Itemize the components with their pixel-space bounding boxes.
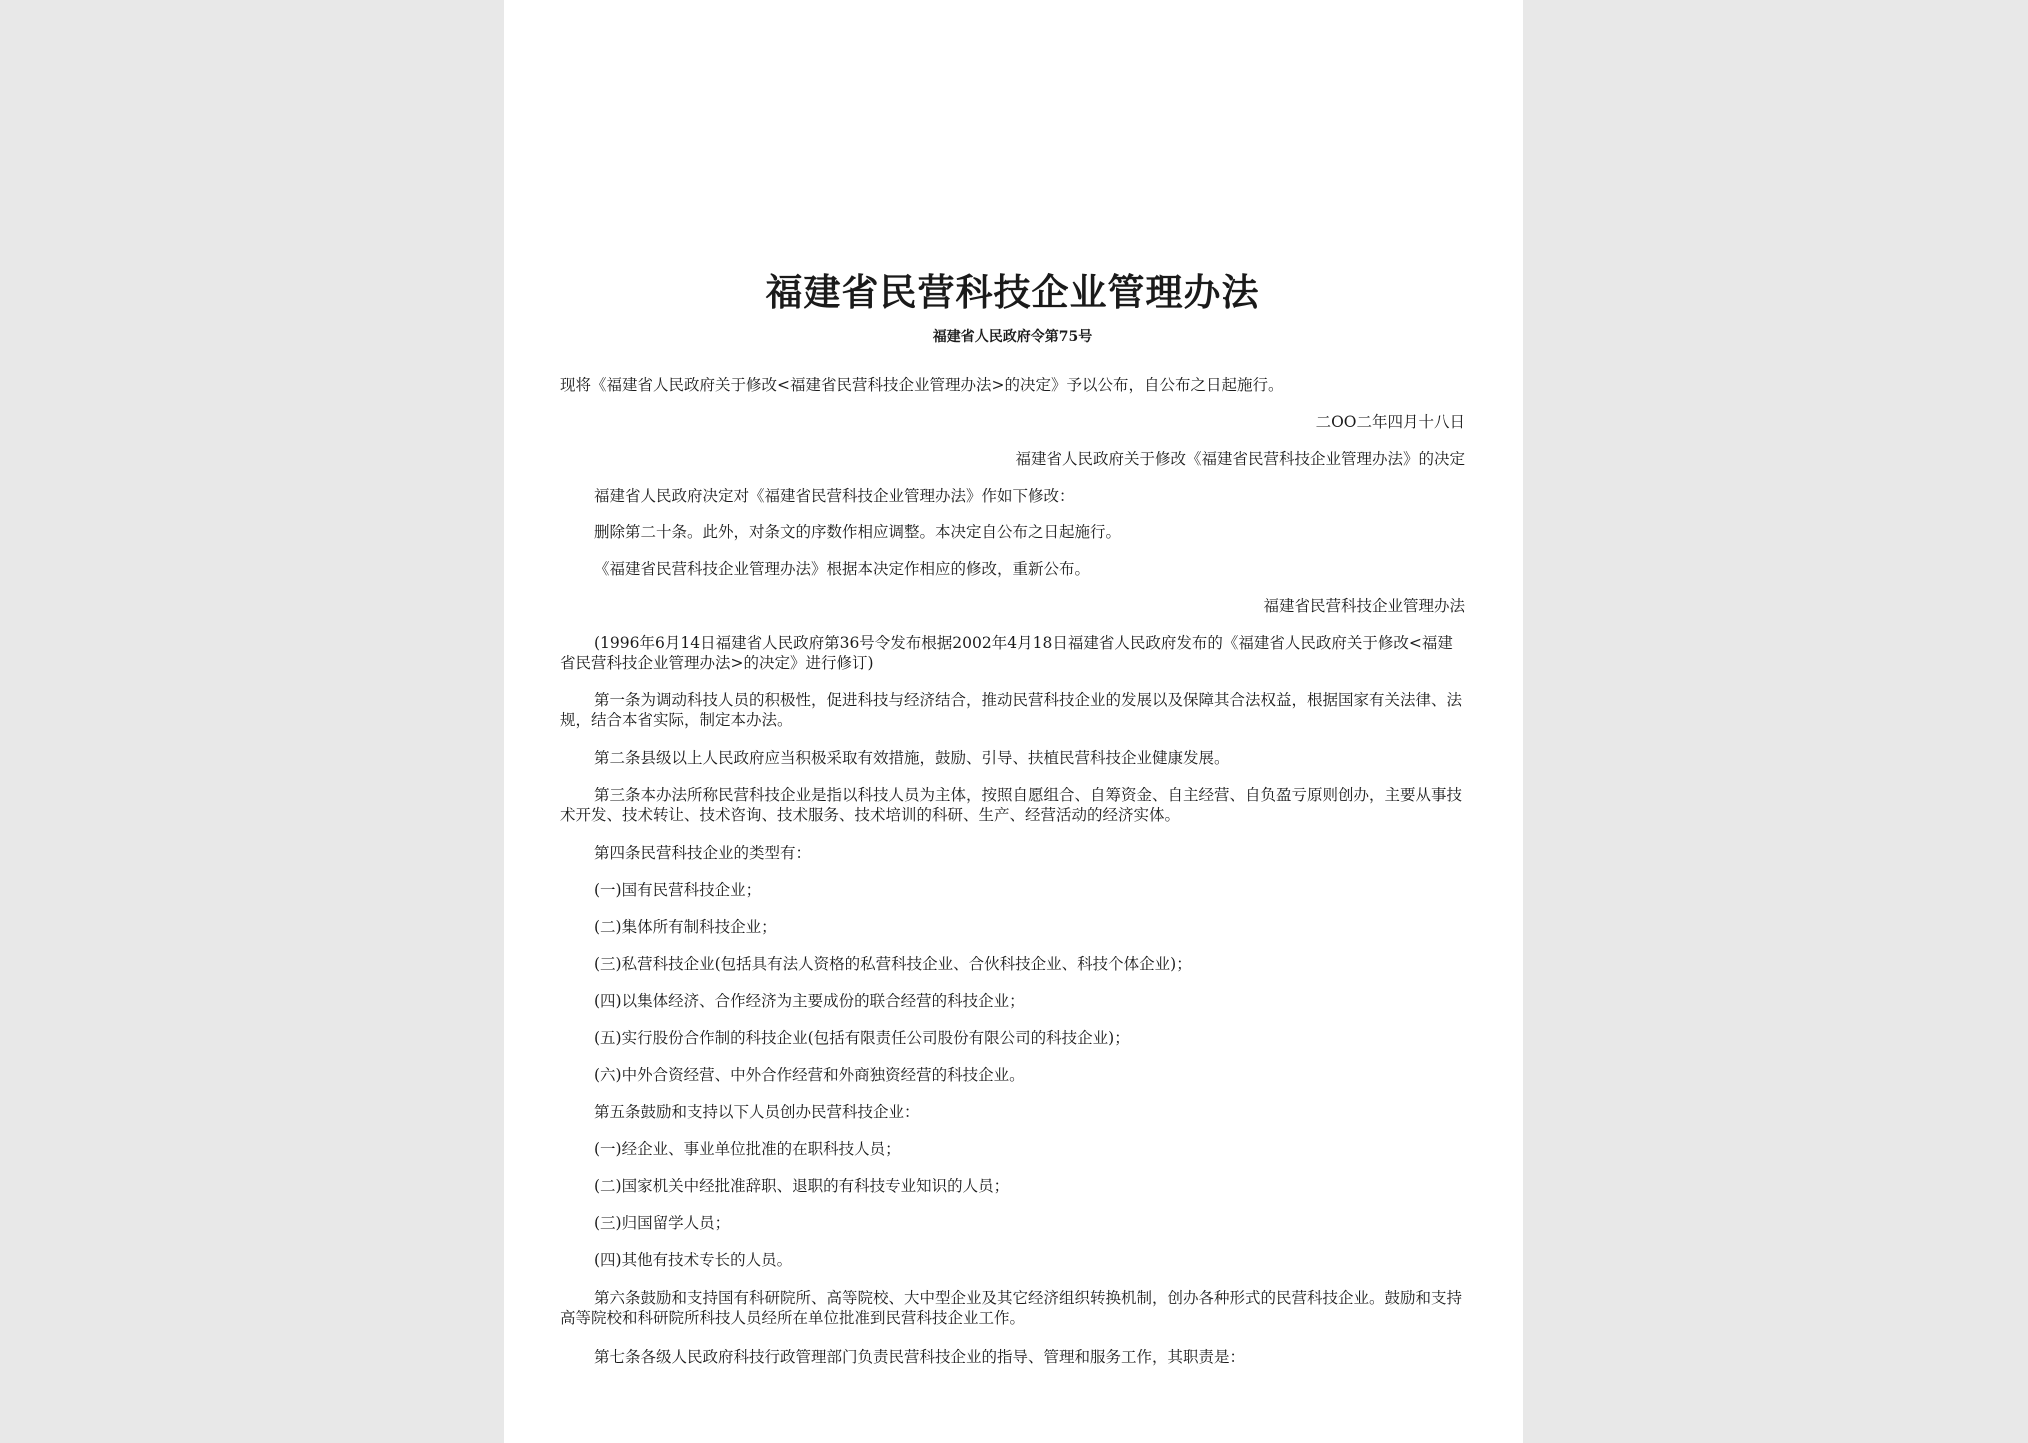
paragraph: 福建省人民政府决定对《福建省民营科技企业管理办法》作如下修改： (594, 487, 1075, 505)
article: 第四条民营科技企业的类型有： (594, 844, 812, 862)
list-item: (四)以集体经济、合作经济为主要成份的联合经营的科技企业； (594, 992, 1025, 1010)
paragraph: 现将《福建省人民政府关于修改<福建省民营科技企业管理办法>的决定》予以公布，自公布之日起施行。 (560, 376, 1284, 394)
list-item: (三)私营科技企业(包括具有法人资格的私营科技企业、合伙科技企业、科技个体企业)； (594, 955, 1192, 973)
decision-title: 福建省人民政府关于修改《福建省民营科技企业管理办法》的决定 (1015, 450, 1465, 468)
list-item: (二)集体所有制科技企业； (594, 918, 777, 936)
paragraph: (1996年6月14日福建省人民政府第36号令发布根据2002年4月18日福建省人民政府发布的《福建省人民政府关于修改<福建省民营科技企业管理办法>的决定》进行修订) (560, 634, 1453, 672)
paragraph: 删除第二十条。此外，对条文的序数作相应调整。本决定自公布之日起施行。 (594, 523, 1122, 541)
document-subtitle: 福建省人民政府令第75号 (932, 329, 1093, 345)
list-item: (二)国家机关中经批准辞职、退职的有科技专业知识的人员； (594, 1177, 1010, 1195)
section-heading: 福建省民营科技企业管理办法 (1263, 597, 1465, 615)
article: 第五条鼓励和支持以下人员创办民营科技企业： (594, 1103, 920, 1121)
document-page (504, 0, 1523, 1443)
article: 第二条县级以上人民政府应当积极采取有效措施，鼓励、引导、扶植民营科技企业健康发展。 (594, 749, 1230, 767)
list-item: (三)归国留学人员； (594, 1214, 731, 1232)
list-item: (四)其他有技术专长的人员。 (594, 1251, 793, 1269)
list-item: (一)国有民营科技企业； (594, 881, 762, 899)
document-title: 福建省民营科技企业管理办法 (765, 270, 1260, 314)
paragraph: 《福建省民营科技企业管理办法》根据本决定作相应的修改，重新公布。 (594, 560, 1091, 578)
article: 第一条为调动科技人员的积极性，促进科技与经济结合，推动民营科技企业的发展以及保障其合法权益，根据国家有关法律、法规，结合本省实际，制定本办法。 (560, 691, 1463, 729)
article: 第三条本办法所称民营科技企业是指以科技人员为主体，按照自愿组合、自筹资金、自主经营、自负盈亏原则创办，主要从事技术开发、技术转让、技术咨询、技术服务、技术培训的科研、生产、经营活动的经济实体。 (560, 786, 1463, 824)
article: 第六条鼓励和支持国有科研院所、高等院校、大中型企业及其它经济组织转换机制，创办各种形式的民营科技企业。鼓励和支持高等院校和科研院所科技人员经所在单位批准到民营科技企业工作。 (560, 1289, 1463, 1327)
list-item: (五)实行股份合作制的科技企业(包括有限责任公司股份有限公司的科技企业)； (594, 1029, 1130, 1047)
article: 第七条各级人民政府科技行政管理部门负责民营科技企业的指导、管理和服务工作，其职责是： (594, 1348, 1246, 1366)
date-line: 二OO二年四月十八日 (1315, 413, 1465, 431)
list-item: (六)中外合资经营、中外合作经营和外商独资经营的科技企业。 (594, 1066, 1025, 1084)
list-item: (一)经企业、事业单位批准的在职科技人员； (594, 1140, 901, 1158)
